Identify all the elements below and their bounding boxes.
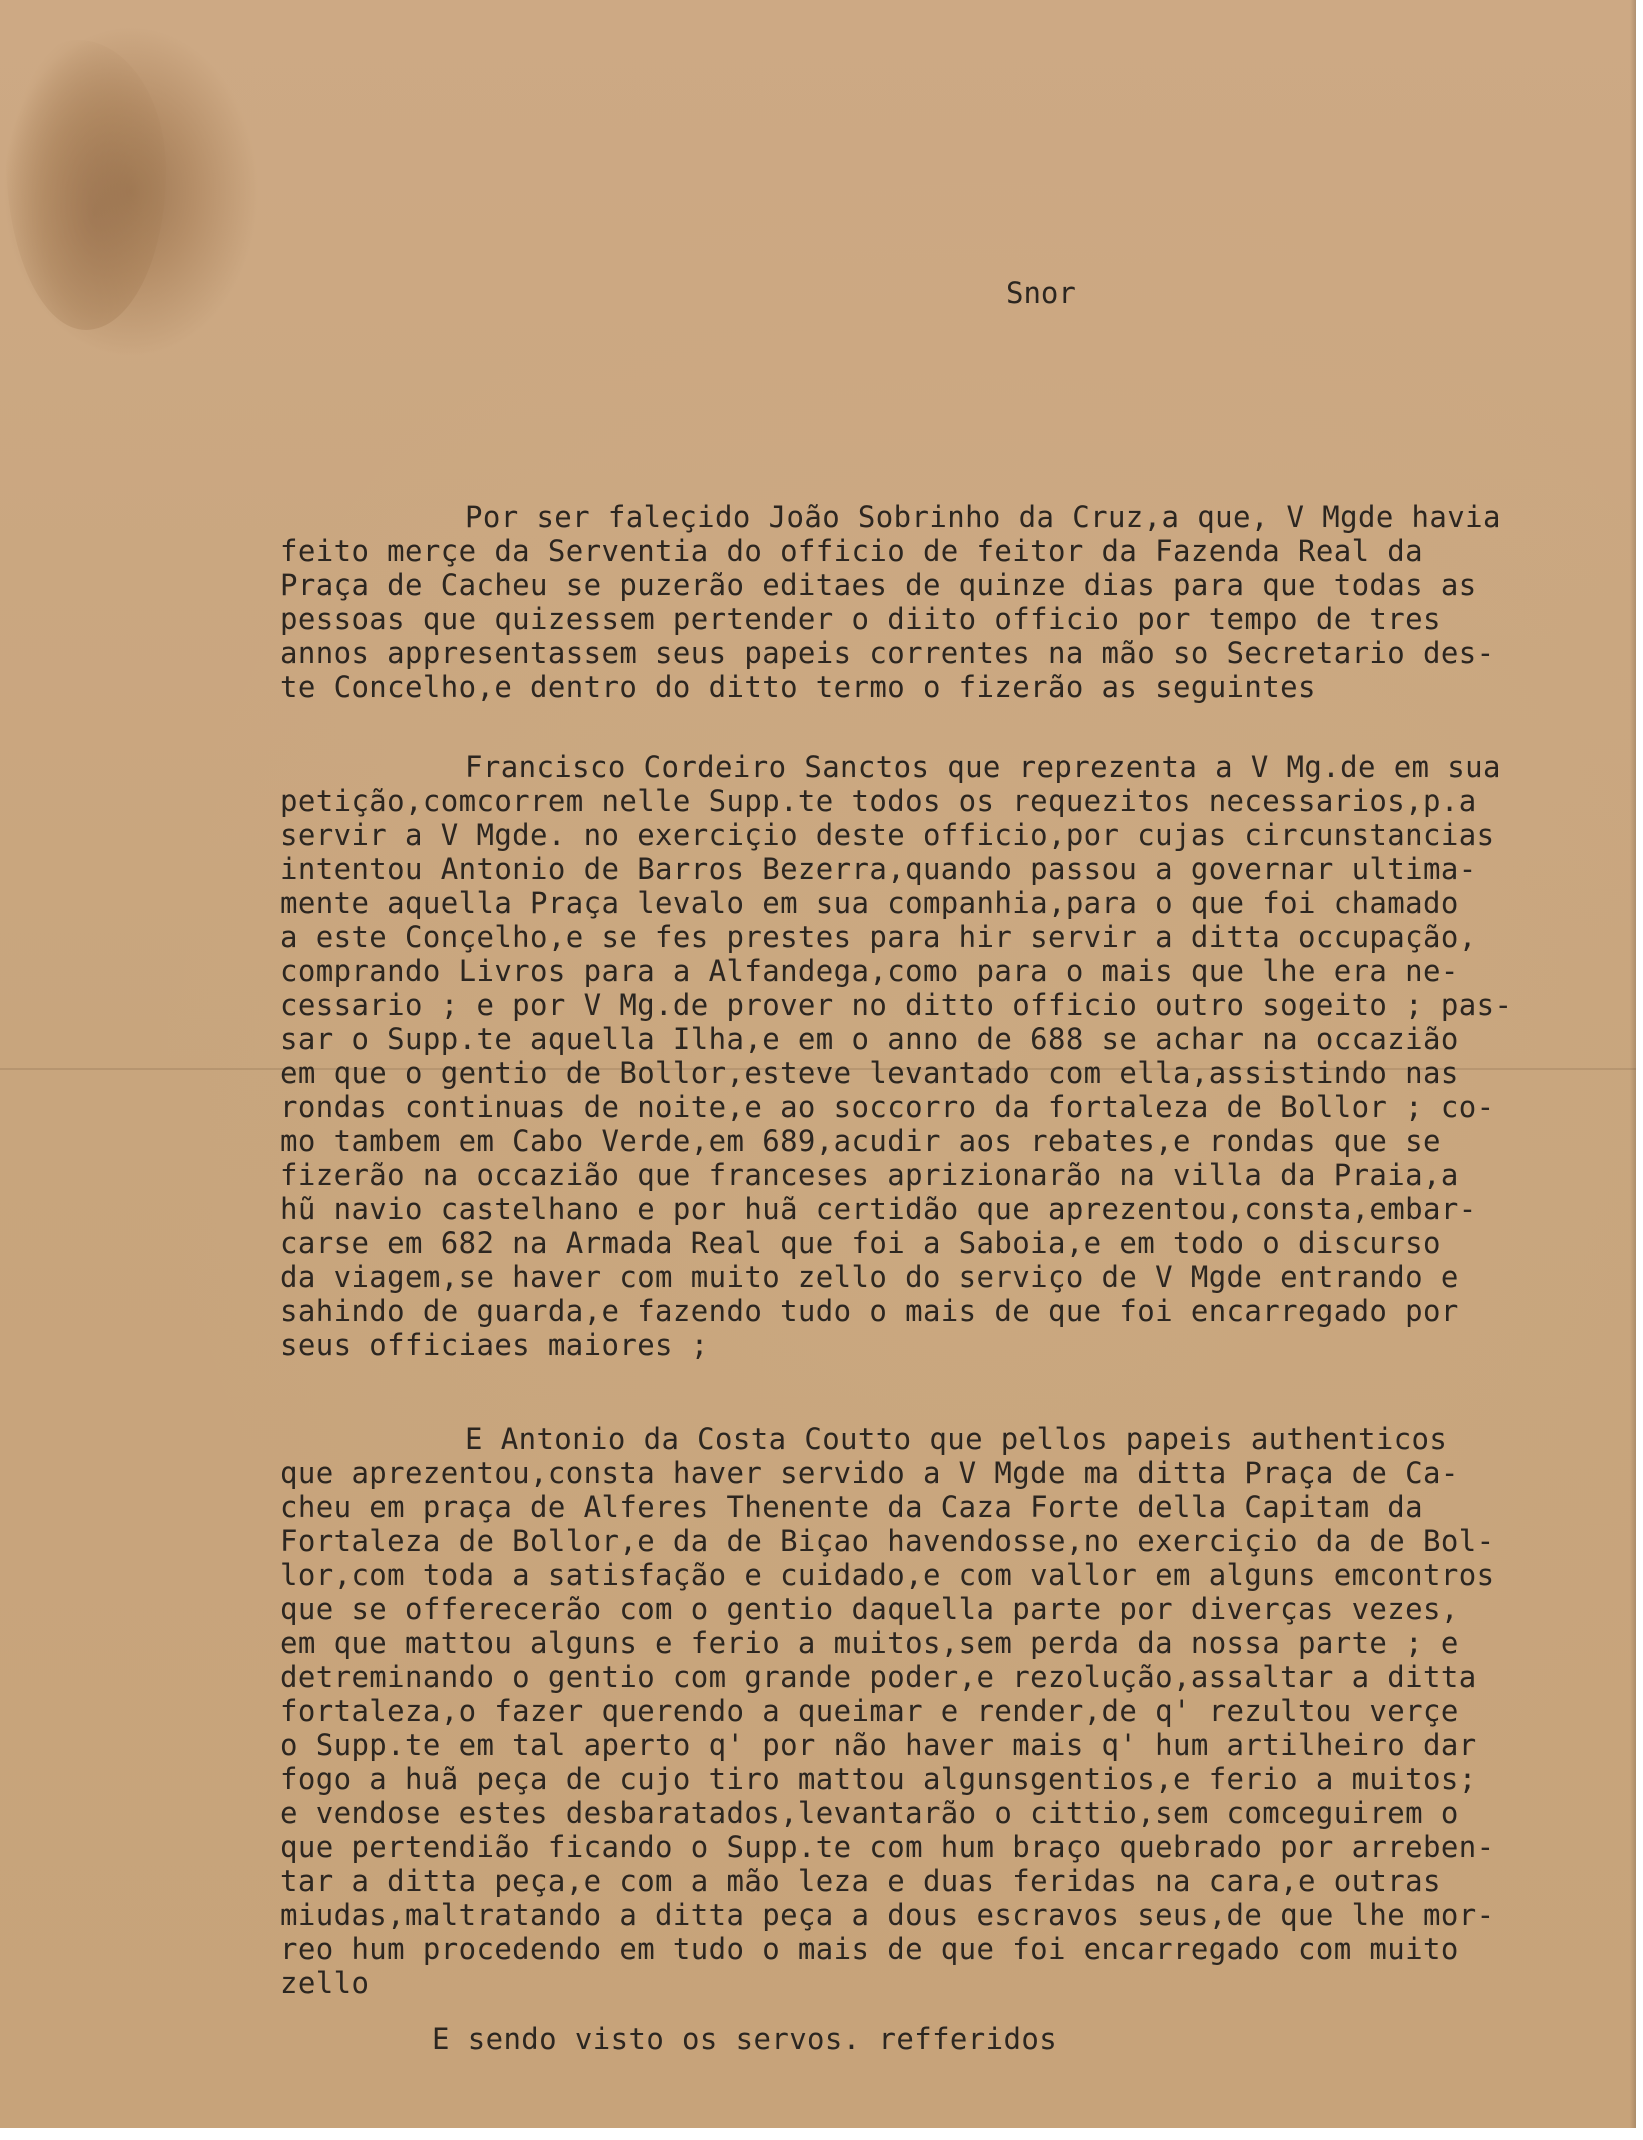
text-line: fizerão na occazião que franceses aprizionarão na villa da Praia,a xyxy=(280,1158,1459,1192)
text-line: Fortaleza de Bollor,e da de Biçao havendosse,no exerciçio da de Bol- xyxy=(280,1524,1495,1558)
text-line: o Supp.te em tal aperto q' por não haver mais q' hum artilheiro dar xyxy=(280,1728,1477,1762)
text-line: Por ser faleçido João Sobrinho da Cruz,a que, V Mgde havia xyxy=(465,500,1501,534)
text-line: e vendose estes desbaratados,levantarão o cittio,sem comceguirem o xyxy=(280,1796,1459,1830)
text-line: zello xyxy=(280,1966,370,2000)
text-line: hũ navio castelhano e por huã certidão que aprezentou,consta,embar- xyxy=(280,1192,1477,1226)
text-line: miudas,maltratando a ditta peça a dous escravos seus,de que lhe mor- xyxy=(280,1898,1495,1932)
text-line: que se offerecerão com o gentio daquella parte por diverças vezes, xyxy=(280,1592,1459,1626)
text-line: servir a V Mgde. no exerciçio deste officio,por cujas circunstancias xyxy=(280,818,1495,852)
text-line: carse em 682 na Armada Real que foi a Saboia,e em todo o discurso xyxy=(280,1226,1441,1260)
text-line: Francisco Cordeiro Sanctos que reprezenta a V Mg.de em sua xyxy=(465,750,1501,784)
text-line: mo tambem em Cabo Verde,em 689,acudir aos rebates,e rondas que se xyxy=(280,1124,1441,1158)
text-line: em que mattou alguns e ferio a muitos,sem perda da nossa parte ; e xyxy=(280,1626,1459,1660)
text-line: E Antonio da Costa Coutto que pellos papeis authenticos xyxy=(465,1422,1448,1456)
text-line: te Concelho,e dentro do ditto termo o fizerão as seguintes xyxy=(280,670,1316,704)
text-line: annos appresentassem seus papeis correntes na mão so Secretario des- xyxy=(280,636,1495,670)
text-line: intentou Antonio de Barros Bezerra,quando passou a governar ultima- xyxy=(280,852,1477,886)
text-line: rondas continuas de noite,e ao soccorro da fortaleza de Bollor ; co- xyxy=(280,1090,1495,1124)
text-line: em que o gentio de Bollor,esteve levantado com ella,assistindo nas xyxy=(280,1056,1459,1090)
text-line: mente aquella Praça levalo em sua companhia,para o que foi chamado xyxy=(280,886,1459,920)
text-line: petição,comcorrem nelle Supp.te todos os requezitos necessarios,p.a xyxy=(280,784,1477,818)
text-line: seus officiaes maiores ; xyxy=(280,1328,709,1362)
text-line: da viagem,se haver com muito zello do serviço de V Mgde entrando e xyxy=(280,1260,1459,1294)
text-line: que aprezentou,consta haver servido a V Mgde ma ditta Praça de Ca- xyxy=(280,1456,1459,1490)
paragraph-2 xyxy=(280,750,1512,1362)
text-line: feito merçe da Serventia do officio de feitor da Fazenda Real da xyxy=(280,534,1424,568)
text-line: E sendo visto os servos. refferidos xyxy=(432,2022,1058,2056)
text-line: reo hum procedendo em tudo o mais de que foi encarregado com muito xyxy=(280,1932,1459,1966)
text-line: tar a ditta peça,e com a mão leza e duas feridas na cara,e outras xyxy=(280,1864,1441,1898)
text-line: fogo a huã peça de cujo tiro mattou algunsgentios,e ferio a muitos; xyxy=(280,1762,1477,1796)
text-line: comprando Livros para a Alfandega,como para o mais que lhe era ne- xyxy=(280,954,1459,988)
text-line: cheu em praça de Alferes Thenente da Caza Forte della Capitam da xyxy=(280,1490,1424,1524)
text-line: sahindo de guarda,e fazendo tudo o mais de que foi encarregado por xyxy=(280,1294,1459,1328)
paragraph-3 xyxy=(280,1422,1494,2000)
text-line: Praça de Cacheu se puzerão editaes de quinze dias para que todas as xyxy=(280,568,1477,602)
paragraph-4 xyxy=(280,2022,1057,2056)
water-stain xyxy=(6,40,166,330)
text-line: pessoas que quizessem pertender o diito officio por tempo de tres xyxy=(280,602,1441,636)
page-edge-shadow xyxy=(1630,0,1636,2128)
text-line: que pertendião ficando o Supp.te com hum braço quebrado por arreben- xyxy=(280,1830,1495,1864)
salutation: Snor xyxy=(1006,276,1076,310)
text-line: sar o Supp.te aquella Ilha,e em o anno de 688 se achar na occazião xyxy=(280,1022,1459,1056)
text-line: detreminando o gentio com grande poder,e rezolução,assaltar a ditta xyxy=(280,1660,1477,1694)
text-line: cessario ; e por V Mg.de prover no ditto officio outro sogeito ; pas- xyxy=(280,988,1513,1022)
text-line: a este Conçelho,e se fes prestes para hir servir a ditta occupação, xyxy=(280,920,1477,954)
paragraph-1 xyxy=(280,500,1501,704)
text-line: fortaleza,o fazer querendo a queimar e render,de q' rezultou verçe xyxy=(280,1694,1459,1728)
text-line: lor,com toda a satisfação e cuidado,e com vallor em alguns emcontros xyxy=(280,1558,1495,1592)
